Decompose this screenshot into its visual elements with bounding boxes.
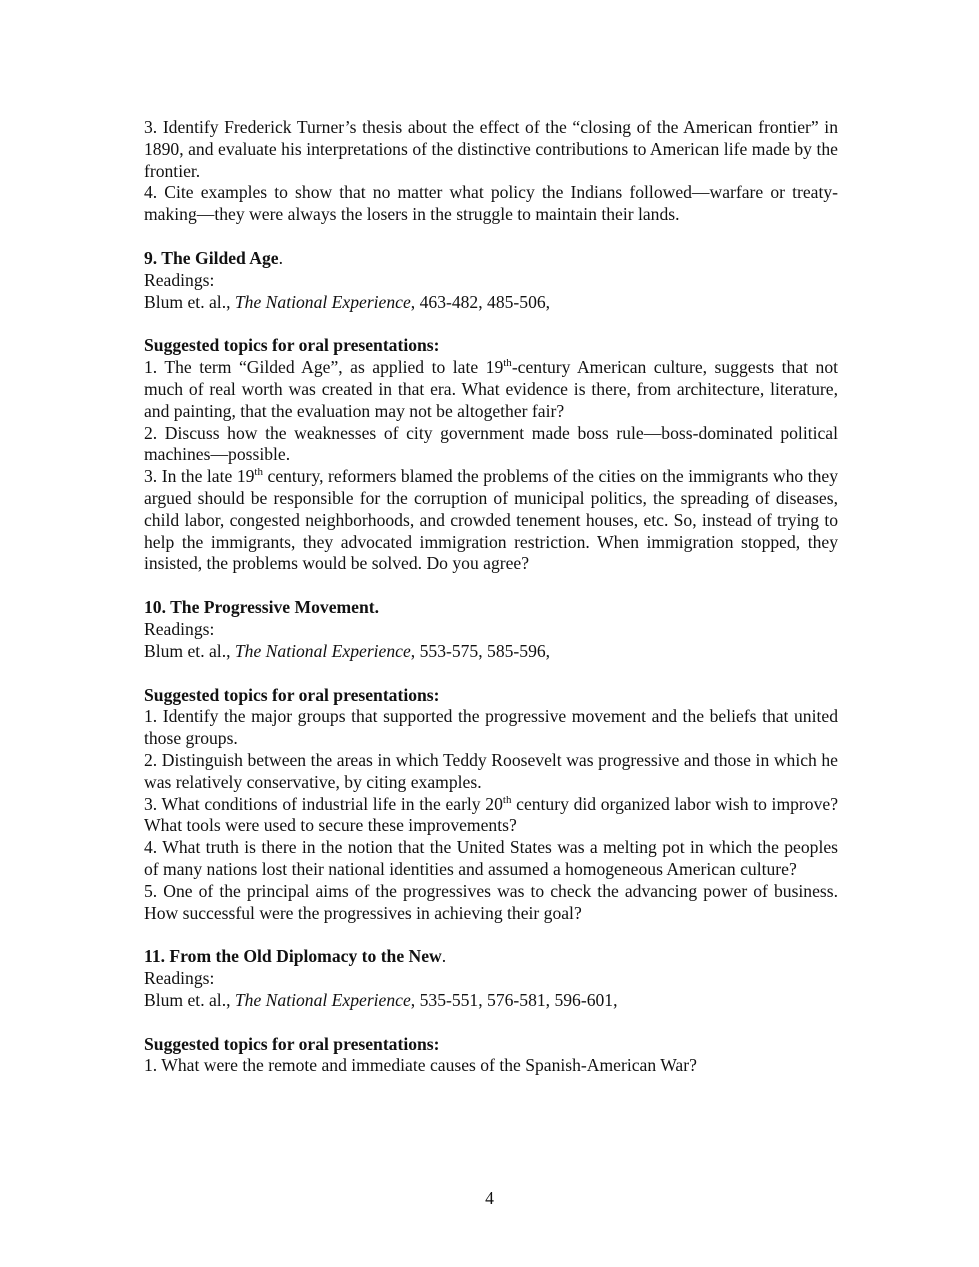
section-progressive-movement <box>144 597 838 924</box>
topics-heading: Suggested topics for oral presentations: <box>144 335 440 356</box>
readings-label: Readings: <box>144 269 215 290</box>
topics-heading: Suggested topics for oral presentations: <box>144 1033 440 1054</box>
section-title: 10. The Progressive Movement. <box>144 597 380 618</box>
topic-item: 2. Discuss how the weaknesses of city government made boss rule—boss-dominated political machines—possible. <box>144 422 838 465</box>
reading-citation: Blum et. al., The National Experience, 553-575, 585-596, <box>144 640 551 661</box>
paragraph: 4. Cite examples to show that no matter what policy the Indians followed—warfare or treaty-making—they were always the losers in the struggle to maintain their lands. <box>144 182 838 225</box>
topic-item: 5. One of the principal aims of the progressives was to check the advancing power of business. How successful were the progressives in achieving their goal? <box>144 880 838 923</box>
topic-item: 1. The term “Gilded Age”, as applied to late 19th-century American culture, suggests that not much of real worth was created in that era. What evidence is there, from architecture, literature, and painting, that the evaluation may not be altogether fair? <box>144 357 839 421</box>
topic-item: 4. What truth is there in the notion that the United States was a melting pot in which the peoples of many nations lost their national identities and assumed a homogeneous American culture? <box>144 837 838 879</box>
document-body <box>144 117 838 1077</box>
section-title: 9. The Gilded Age <box>144 247 279 268</box>
reading-citation: Blum et. al., The National Experience, 535-551, 576-581, 596-601, <box>144 989 618 1010</box>
topic-item: 1. What were the remote and immediate causes of the Spanish-American War? <box>144 1055 697 1076</box>
topic-item: 2. Distinguish between the areas in which Teddy Roosevelt was progressive and those in which he was relatively conservative, by citing examples. <box>144 749 838 792</box>
section-gilded-age <box>144 248 838 575</box>
section-title: 11. From the Old Diplomacy to the New <box>144 946 442 967</box>
page-number: 4 <box>485 1188 494 1208</box>
section-title-suffix: . <box>441 946 447 967</box>
topic-item: 3. What conditions of industrial life in the early 20th century did organized labor wish to improve? What tools were used to secure these improvements? <box>144 793 838 836</box>
reading-citation: Blum et. al., The National Experience, 463-482, 485-506, <box>144 291 551 312</box>
readings-label: Readings: <box>144 968 215 989</box>
topic-item: 3. In the late 19th century, reformers blamed the problems of the cities on the immigrants who they argued should be responsible for the corruption of municipal politics, the spreading of diseases, child labor, congested neighborhoods, and crowded tenement houses, etc. So, instead of trying to help the immigrants, they advocated immigration restriction. When immigration stopped, they insisted, the problems would be solved. Do you agree? <box>144 466 838 574</box>
section-title-suffix: . <box>278 247 283 268</box>
topic-item: 1. Identify the major groups that supported the progressive movement and the beliefs that united those groups. <box>144 706 838 749</box>
readings-label: Readings: <box>144 618 215 639</box>
paragraph: 3. Identify Frederick Turner’s thesis about the effect of the “closing of the American frontier” in 1890, and evaluate his interpretations of the distinctive contributions to American life made by the frontier. <box>144 117 838 181</box>
topics-heading: Suggested topics for oral presentations: <box>144 684 440 705</box>
section-old-diplomacy <box>144 946 838 1077</box>
